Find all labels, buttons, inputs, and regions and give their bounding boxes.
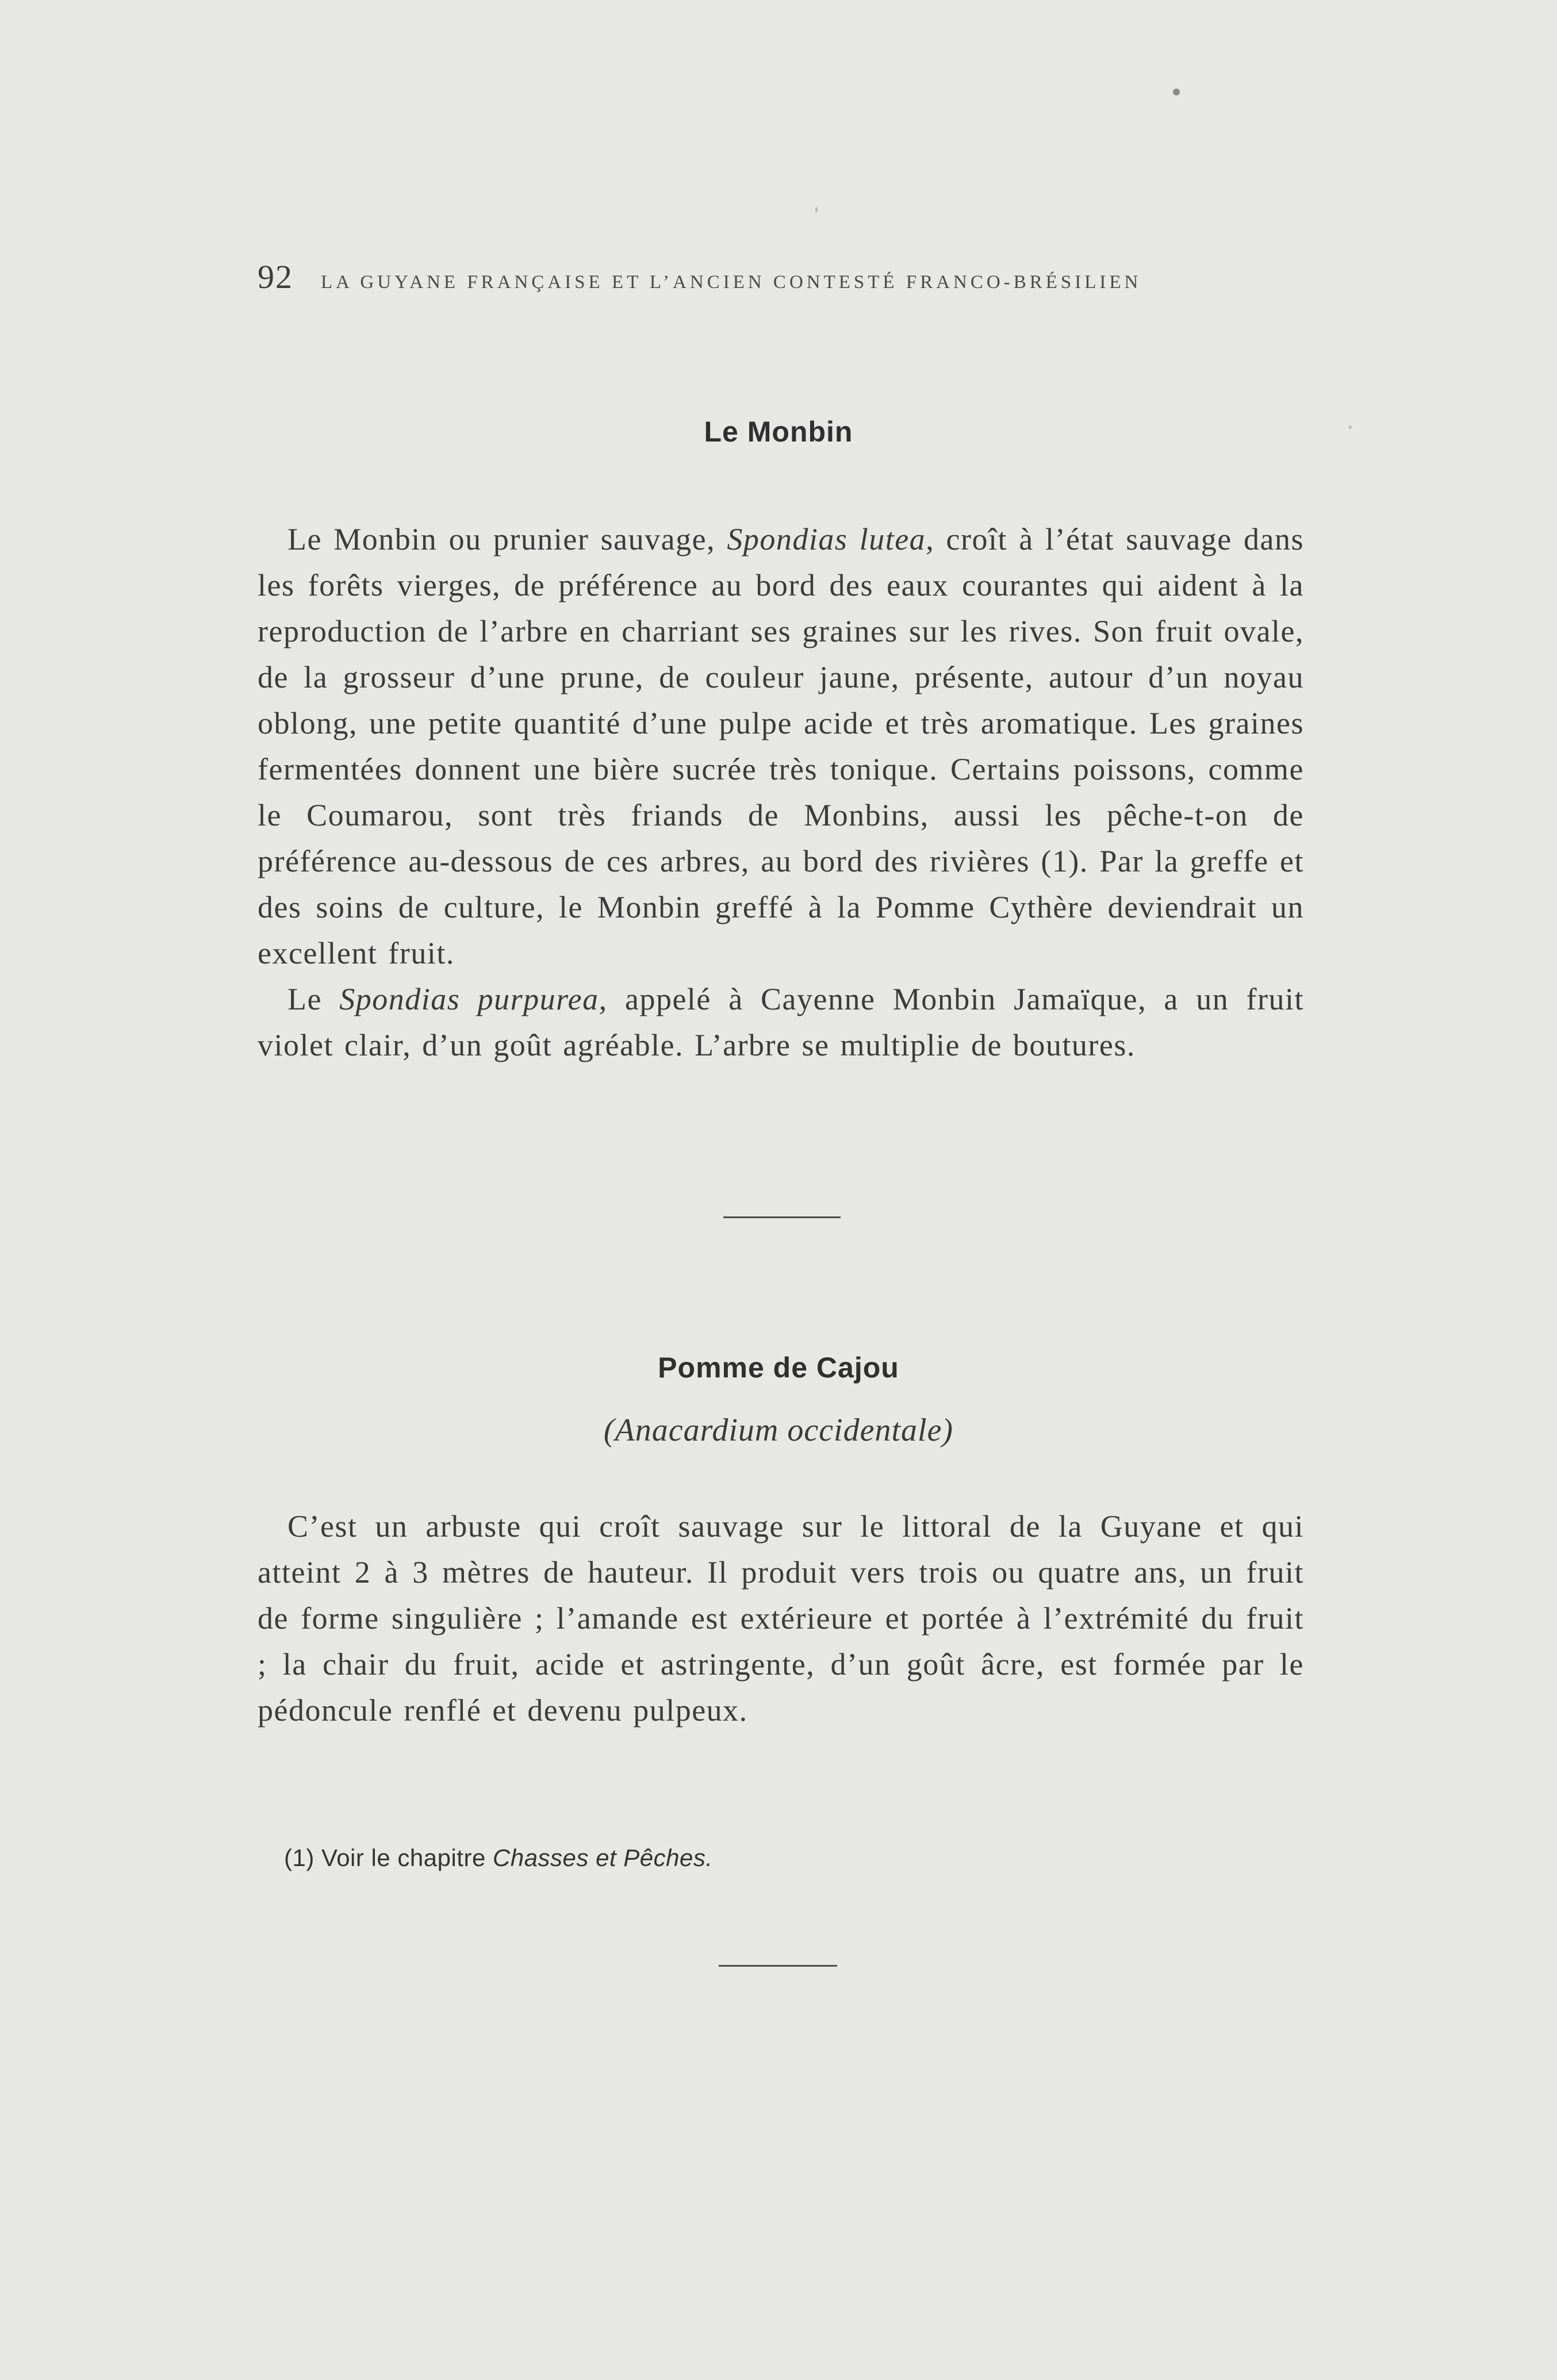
section-subheading-cajou: (Anacardium occidentale) xyxy=(603,1412,954,1448)
monbin-section-text xyxy=(258,516,1304,1068)
monbin-paragraph-1: Le Monbin ou prunier sauvage, Spondias lutea, croît à l’état sauvage dans les forêts vierges, de préférence au bord des eaux courantes qui aident à la reproduction de l’arbre en charriant ses graines sur les rives. Son fruit ovale, de la grosseur d’une prune, de couleur jaune, présente, autour d’un noyau oblong, une petite quantité d’une pulpe acide et très aromatique. Les graines fermentées donnent une bière sucrée très tonique. Certains poissons, comme le Coumarou, sont très friands de Monbins, aussi les pêche-t-on de préférence au-dessous de ces arbres, au bord des rivières (1). Par la greffe et des soins de culture, le Monbin greffé à la Pomme Cythère deviendrait un excellent fruit. xyxy=(258,522,1304,970)
running-title: LA GUYANE FRANÇAISE ET L’ANCIEN CONTESTÉ FRANCO-BRÉSILIEN xyxy=(321,272,1142,293)
ink-speck xyxy=(815,207,818,213)
section-heading-cajou: Pomme de Cajou xyxy=(658,1352,899,1384)
cajou-paragraph-1: C’est un arbuste qui croît sauvage sur le littoral de la Guyane et qui atteint 2 à 3 mètres de hauteur. Il produit vers trois ou quatre ans, un fruit de forme singulière ; l’amande est extérieure et portée à l’extrémité du fruit ; la chair du fruit, acide et astringente, d’un goût âcre, est formée par le pédoncule renflé et devenu pulpeux. xyxy=(258,1509,1304,1728)
section-divider xyxy=(723,1216,841,1218)
page-number: 92 xyxy=(258,258,293,295)
ink-speck xyxy=(1173,89,1180,95)
section-heading-monbin: Le Monbin xyxy=(704,416,853,448)
running-head xyxy=(258,258,1293,298)
footnote: (1) Voir le chapitre Chasses et Pêches. xyxy=(284,1844,713,1871)
cajou-section-text xyxy=(258,1503,1304,1733)
end-rule xyxy=(719,1965,837,1967)
monbin-paragraph-2: Le Spondias purpurea, appelé à Cayenne Monbin Jamaïque, a un fruit violet clair, d’un goût agréable. L’arbre se multiplie de boutures. xyxy=(258,982,1305,1062)
